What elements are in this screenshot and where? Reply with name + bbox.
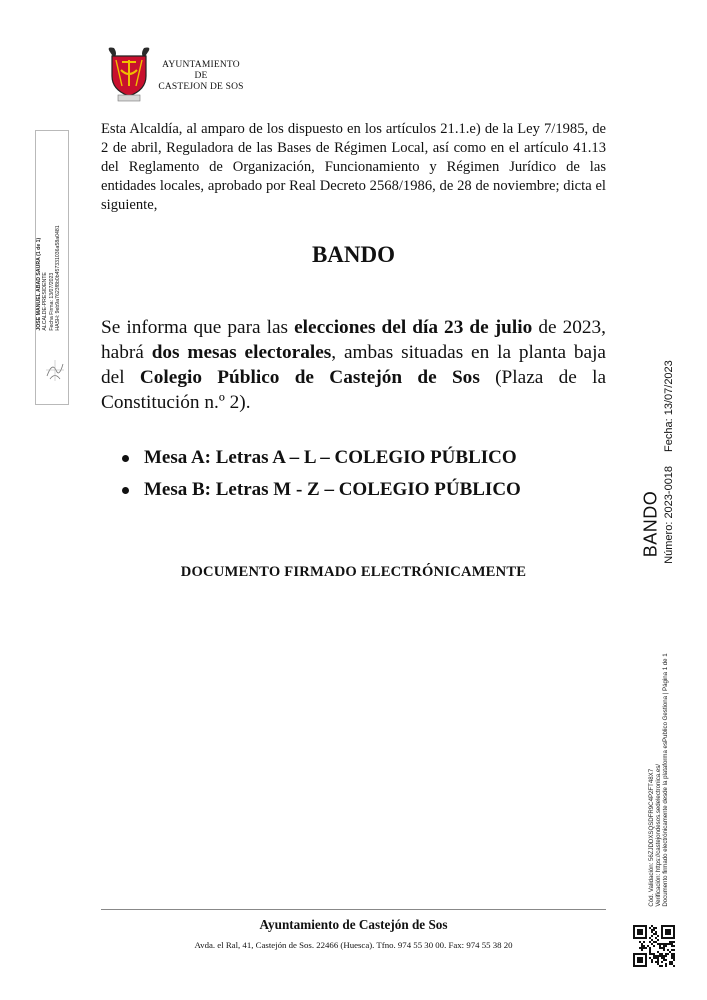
para-bold-tables: dos mesas electorales: [151, 342, 332, 363]
verification-url[interactable]: Verificación: https://castejondesos.sedelectronica.es/: [655, 764, 663, 907]
polling-tables-list: [101, 444, 606, 508]
org-name-line-2: DE: [194, 71, 208, 81]
signature-date: Fecha Firma: 13/07/2023: [49, 272, 55, 331]
para-text-2: de 2023, habrá: [101, 317, 606, 363]
doc-number: Número: 2023-0018: [663, 465, 675, 564]
para-text-4: (Plaza de la Constitución n.º 2).: [101, 367, 607, 413]
qr-code-icon: [633, 925, 675, 967]
signature-mark-icon: [44, 358, 66, 382]
para-bold-election-date: elecciones del día 23 de julio: [294, 317, 533, 338]
para-text-3: , ambas situadas en la planta baja del: [101, 342, 606, 388]
footer-org-name: Ayuntamiento de Castejón de Sos: [259, 917, 448, 932]
org-name: [158, 60, 244, 93]
signer-role: ALCALDE-PRESIDENTE: [42, 272, 49, 331]
list-item: Mesa B: Letras M - Z – COLEGIO PÚBLICO: [101, 476, 606, 508]
side-doc-type-label: BANDO: [640, 490, 661, 558]
para-text-1: Se informa que para las: [101, 317, 295, 338]
validation-code: Cód. Validación: 56ZJDDXSQSDFR9C4P2FT48X7: [648, 768, 656, 907]
main-paragraph: [101, 315, 606, 415]
intro-paragraph: Esta Alcaldía, al amparo de los dispuesto en los artículos 21.1.e) de la Ley 7/1985, de 2 de abril, Reguladora de las Bases de Régimen Local, así como en el artículo 41.13 del Reglamento de Organización, Funcionamiento y Régimen Jurídico de las entidades locales, aprobado por Real Decreto 2568/1986, de 28 de noviembre; dicta el siguiente,: [101, 121, 606, 213]
footer-address: Avda. el Ral, 41, Castejón de Sos. 22466 (Huesca). Tfno. 974 55 30 00. Fax: 974 55 38 20: [194, 940, 513, 950]
doc-date: Fecha: 13/07/2023: [663, 360, 675, 452]
para-bold-school: Colegio Público de Castejón de Sos: [139, 367, 480, 388]
signed-note: DOCUMENTO FIRMADO ELECTRÓNICAMENTE: [180, 564, 527, 580]
footer-divider: [101, 909, 606, 910]
list-item: Mesa A: Letras A – L – COLEGIO PÚBLICO: [101, 444, 606, 476]
signature-hash: HASH: 9eb9a7623f8b0b457331036a58a0481: [55, 225, 62, 331]
municipal-coat-of-arms-icon: [104, 44, 154, 104]
signed-platform: Documento firmado electrónicamente desde la plataforma esPublico Gestiona | Página 1 de 1: [662, 653, 670, 907]
org-name-line-3: CASTEJON DE SOS: [158, 82, 244, 92]
org-name-line-1: AYUNTAMIENTO: [162, 60, 240, 70]
document-title: BANDO: [311, 242, 396, 267]
signer-name: JOSE MANUEL ABAD SAURA (1 de 1): [36, 237, 43, 331]
